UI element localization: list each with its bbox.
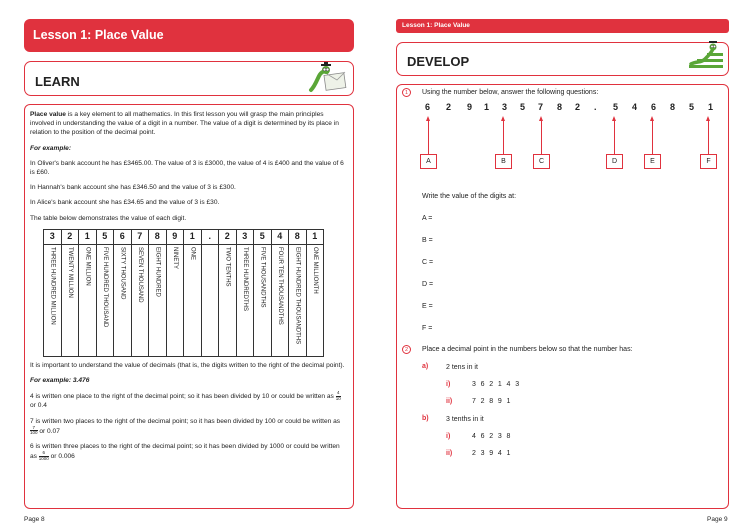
arrow-up-icon (650, 116, 654, 121)
digit-letter-box: C (533, 154, 550, 169)
place-value-digit-cell: 8 (289, 229, 307, 244)
number-digit: 7 (538, 102, 544, 112)
place-value-word: ONE (189, 246, 196, 260)
pointer-arrow-line (541, 120, 542, 154)
place-value-digit-cell: 8 (149, 229, 167, 244)
example-heading: For example: (30, 144, 72, 152)
number-digit: 1 (708, 102, 714, 112)
digit-letter-box: E (644, 154, 661, 169)
pointer-arrow-line (503, 120, 504, 154)
develop-content (396, 84, 729, 509)
answer-line[interactable]: B = (422, 237, 433, 244)
place-value-word: NINETY (171, 246, 178, 269)
part-b-i-label: i) (446, 433, 451, 440)
place-value-word-cell (184, 244, 202, 356)
arrow-up-icon (426, 116, 430, 121)
place-value-table (43, 229, 324, 357)
number-digit: . (594, 102, 597, 112)
place-value-word-cell (201, 244, 219, 356)
example-alice: In Alice's bank account she has £34.65 and the value of 3 is £30. (30, 199, 220, 207)
learn-content (24, 104, 354, 509)
digit-letter-box: D (606, 154, 623, 169)
place-value-digit-cell: 1 (184, 229, 202, 244)
decimal-example-text: 7 is written two places to the right of the decimal point; so it has been divided by 100 or could be written as (30, 417, 341, 425)
place-value-word: TWO TENTHS (224, 246, 231, 287)
place-value-word-cell (96, 244, 114, 356)
part-a-ii-value: 7 2 8 9 1 (472, 398, 512, 405)
part-a-label: a) (422, 363, 429, 370)
place-value-word-cell (131, 244, 149, 356)
place-value-words-row (44, 244, 324, 356)
part-a-i-label: i) (446, 381, 451, 388)
part-a-text: 2 tens in it (446, 364, 478, 371)
learn-section-header (24, 61, 354, 96)
decimal-example (30, 442, 348, 461)
place-value-word: SIXTY THOUSAND (119, 246, 126, 300)
decimal-example-suffix: or 0.07 (37, 427, 60, 435)
place-value-word: THREE HUNDRED MILLION (49, 246, 56, 325)
question-1-number: 1 (402, 88, 411, 97)
place-value-word: THREE HUNDREDTHS (241, 246, 248, 311)
key-term: Place value (30, 111, 66, 118)
part-b-ii-label: ii) (446, 450, 453, 457)
lesson-title-small: Lesson 1: Place Value (402, 22, 470, 29)
intro-paragraph (30, 110, 348, 138)
pointer-arrow-line (428, 120, 429, 154)
question-2-prompt: Place a decimal point in the numbers below so that the number has: (422, 346, 633, 353)
arrow-up-icon (501, 116, 505, 121)
number-digit: 3 (502, 102, 508, 112)
example2-heading: For example: 3.476 (30, 377, 90, 385)
fraction-numerator: 6 (39, 451, 49, 457)
lesson-title-bar (24, 19, 354, 52)
pointer-arrow-line (708, 120, 709, 154)
arrow-up-icon (612, 116, 616, 121)
place-value-word: FOUR TEN THOUSANDTHS (276, 246, 283, 325)
fraction (39, 451, 49, 461)
decimal-examples (30, 391, 348, 461)
place-value-digit-cell: 2 (61, 229, 79, 244)
question-1-instruction: Write the value of the digits at: (422, 193, 517, 200)
place-value-word: TWENTY MILLION (66, 246, 73, 298)
fraction-denominator: 100 (30, 430, 38, 436)
right-page (375, 0, 750, 531)
bookworm-stairs-icon (685, 39, 727, 73)
digit-letter-box: A (420, 154, 437, 169)
place-value-digit-cell: 3 (236, 229, 254, 244)
place-value-digit-cell: 5 (254, 229, 272, 244)
place-value-word: FIVE HUNDRED THOUSAND (101, 246, 108, 328)
place-value-word-cell (114, 244, 132, 356)
decimal-example (30, 417, 348, 436)
place-value-digit-cell: 6 (114, 229, 132, 244)
arrow-up-icon (706, 116, 710, 121)
lesson-title-bar-small (396, 19, 729, 33)
table-intro: The table below demonstrates the value of each digit. (30, 214, 187, 222)
number-digit: 6 (425, 102, 431, 112)
place-value-digit-cell: 5 (96, 229, 114, 244)
number-digit: 2 (575, 102, 581, 112)
place-value-word-cell (149, 244, 167, 356)
fraction-numerator: 7 (30, 426, 38, 432)
number-digit: 5 (689, 102, 695, 112)
number-digit: 8 (557, 102, 563, 112)
place-value-word: ONE MILLION (84, 246, 91, 286)
place-value-digit-cell: . (201, 229, 219, 244)
place-value-word: FIVE THOUSANDTHS (259, 246, 266, 308)
part-b-label: b) (422, 415, 429, 422)
decimal-example-text: 4 is written one place to the right of the decimal point; so it has been divided by 10 or could be written as (30, 393, 336, 401)
place-value-word: EIGHT HUNDRED THOUSANDTHS (294, 246, 301, 344)
answer-line[interactable]: A = (422, 215, 433, 222)
bookworm-reading-icon (305, 62, 351, 94)
place-value-word-cell (79, 244, 97, 356)
number-digit: 1 (484, 102, 490, 112)
number-digit: 9 (467, 102, 473, 112)
arrow-up-icon (539, 116, 543, 121)
fraction-denominator: 10 (335, 395, 341, 401)
place-value-word-cell (254, 244, 272, 356)
place-value-word: SEVEN THOUSAND (136, 246, 143, 303)
develop-section-header (396, 42, 729, 76)
place-value-word-cell (44, 244, 62, 356)
place-value-word: ONE MILLIONTH (311, 246, 318, 294)
number-digit: 5 (520, 102, 526, 112)
place-value-digit-cell: 2 (219, 229, 237, 244)
decimal-example-suffix: or 0.4 (30, 402, 47, 410)
part-b-ii-value: 2 3 9 4 1 (472, 450, 512, 457)
place-value-word-cell (236, 244, 254, 356)
fraction-denominator: 1000 (38, 455, 49, 461)
decimal-example (30, 391, 348, 410)
fraction-numerator: 4 (336, 390, 340, 396)
number-digit: 6 (651, 102, 657, 112)
place-value-word-cell (306, 244, 324, 356)
place-value-word: EIGHT HUNDRED (154, 246, 161, 297)
place-value-digit-cell: 7 (131, 229, 149, 244)
place-value-digit-cell: 9 (166, 229, 184, 244)
part-a-i-value: 3 6 2 1 4 3 (472, 381, 521, 388)
number-digit: 4 (632, 102, 638, 112)
decimal-example-suffix: or 0.006 (48, 453, 75, 461)
pointer-arrow-line (614, 120, 615, 154)
lesson-title: Lesson 1: Place Value (33, 28, 164, 42)
part-a-ii-label: ii) (446, 398, 453, 405)
answer-line[interactable]: F = (422, 325, 433, 332)
part-b-text: 3 tenths in it (446, 416, 484, 423)
example-oliver: In Oliver's bank account he has £3465.00. The value of 3 is £3000, the value of 4 is £400 and the value of 6 is £60. (30, 159, 344, 177)
place-value-digit-cell: 4 (271, 229, 289, 244)
fraction (30, 426, 38, 436)
place-value-digit-cell: 1 (306, 229, 324, 244)
place-value-word-cell (219, 244, 237, 356)
place-value-word-cell (271, 244, 289, 356)
digit-letter-box: F (700, 154, 717, 169)
place-value-digits-row (44, 229, 324, 244)
answer-line[interactable]: E = (422, 303, 433, 310)
answer-line[interactable]: D = (422, 281, 434, 288)
decimals-paragraph: It is important to understand the value of decimals (that is, the digits written to the right of the decimal point). (30, 361, 345, 369)
question-1-prompt: Using the number below, answer the following questions: (422, 89, 599, 96)
example-hannah: In Hannah's bank account she has £346.50 and the value of 3 is £300. (30, 184, 236, 192)
number-digit: 8 (670, 102, 676, 112)
pointer-arrow-line (652, 120, 653, 154)
number-digit: 2 (446, 102, 452, 112)
digit-letter-box: B (495, 154, 512, 169)
place-value-word-cell (61, 244, 79, 356)
intro-text: is a key element to all mathematics. In this first lesson you will grasp the main principles involved in understanding the value of a digit in a number. The value of a digit is determined by its place in relation to the position of the decimal point. (30, 111, 339, 137)
question-2-number: 2 (402, 345, 411, 354)
part-b-i-value: 4 6 2 3 8 (472, 433, 512, 440)
page-number-right: Page 9 (707, 516, 728, 523)
answer-line[interactable]: C = (422, 259, 434, 266)
place-value-digit-cell: 3 (44, 229, 62, 244)
fraction (336, 391, 341, 401)
place-value-digit-cell: 1 (79, 229, 97, 244)
page-number-left: Page 8 (24, 516, 45, 523)
section-title-develop: DEVELOP (407, 54, 470, 69)
place-value-word-cell (289, 244, 307, 356)
place-value-word-cell (166, 244, 184, 356)
decimal-example-text: 6 is written three places to the right of the decimal point; so it has been divided by 1000 or could be written as (30, 443, 340, 461)
number-digit: 5 (613, 102, 619, 112)
section-title: LEARN (35, 74, 80, 89)
